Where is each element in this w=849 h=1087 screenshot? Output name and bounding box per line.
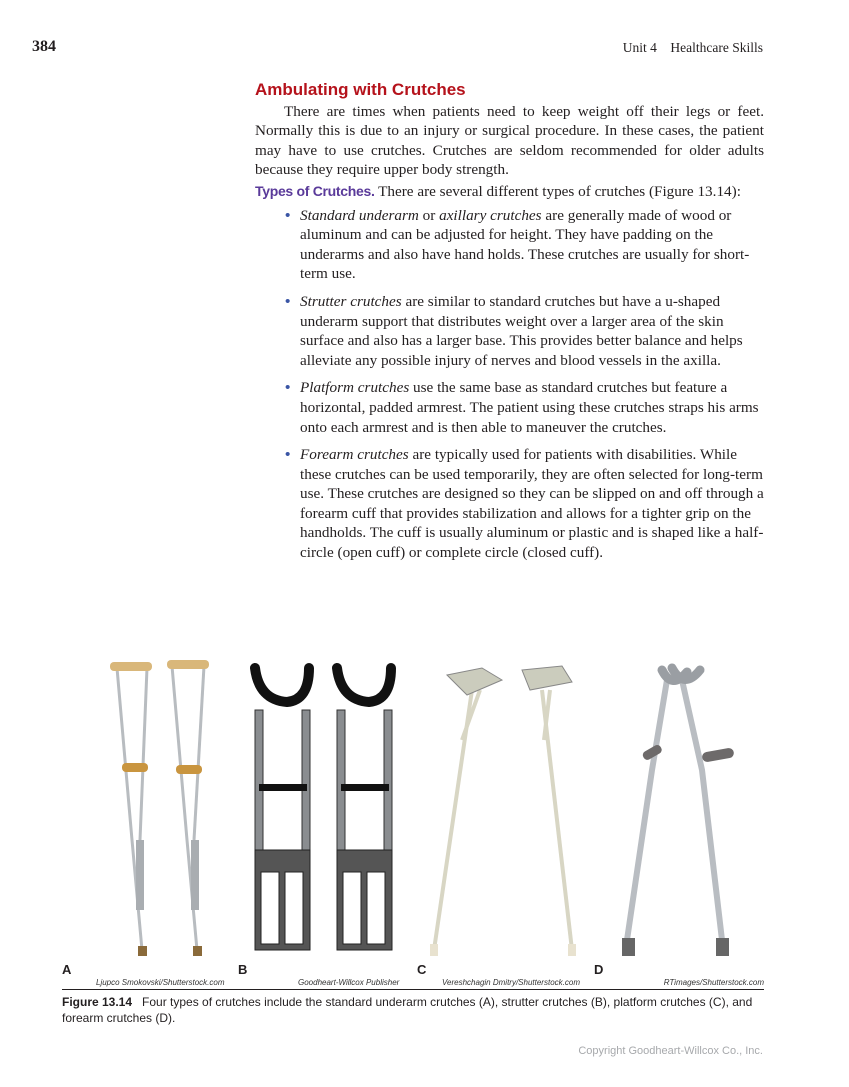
- intro-paragraph: There are times when patients need to keep weight off their legs or feet. Normally this is due to an injury or surgical procedure. In these cases, the patient may have to use crutches. Crutches are seldom recommended for older adults because they require upper body strength.: [255, 102, 764, 179]
- caption-label: Figure 13.14: [62, 995, 133, 1009]
- types-paragraph: [255, 182, 764, 202]
- strutter-crutches-image: [247, 650, 407, 962]
- photo-credit: Goodheart-Willcox Publisher: [298, 978, 400, 987]
- term: Standard underarm: [300, 206, 419, 224]
- crutch-type-list: [255, 206, 764, 563]
- section-body: [255, 80, 764, 571]
- term: Strutter crutches: [300, 292, 402, 310]
- list-item: [285, 445, 764, 563]
- underarm-crutches-image: [92, 650, 232, 962]
- subheading-text: There are several different types of crutches (Figure 13.14):: [374, 182, 741, 200]
- photo-credit: Ljupco Smokovski/Shutterstock.com: [96, 978, 225, 987]
- text: are typically used for patients with disabilities. While these crutches can be used temporarily, they are often selected for long-term use. These crutches are designed so they can be slipped on and off through a forearm cuff that provides stabilization and allows for a tighter grip on the handholds. The cuff is usually aluminum or plastic and is shaped like a half-circle (open cuff) or complete circle (closed cuff).: [300, 446, 764, 562]
- photo-credit: Vereshchagin Dmitry/Shutterstock.com: [442, 978, 580, 987]
- list-item: [285, 206, 764, 284]
- text: use the same base as standard crutches but feature a horizontal, padded armrest. The patient using these crutches straps his arms onto each armrest and is then able to maneuver the crutches.: [300, 379, 759, 436]
- copyright: Copyright Goodheart-Willcox Co., Inc.: [578, 1045, 763, 1057]
- list-item: [285, 378, 764, 437]
- photo-credit: RTimages/Shutterstock.com: [663, 978, 764, 987]
- panel-label-d: D: [594, 962, 604, 977]
- panel-label-b: B: [238, 962, 248, 977]
- figure-divider: [62, 989, 764, 990]
- subheading: Types of Crutches.: [255, 182, 375, 199]
- text: or: [418, 206, 440, 224]
- term: Platform crutches: [300, 379, 410, 397]
- text: are generally made of wood or aluminum and can be adjusted for height. They have padding on the underarms and also have hand holds. These crutches are usually for short-term use.: [300, 206, 750, 283]
- figure-13-14: [62, 650, 764, 987]
- page-number: 384: [32, 38, 56, 55]
- running-header: Unit 4 Healthcare Skills: [622, 40, 763, 55]
- panel-label-c: C: [417, 962, 427, 977]
- term: axillary crutches: [439, 206, 542, 224]
- bullet-icon: •: [285, 446, 291, 464]
- bullet-icon: •: [285, 206, 291, 224]
- figure-caption: [62, 994, 764, 1026]
- bullet-icon: •: [285, 379, 291, 397]
- text: are similar to standard crutches but have a u-shaped underarm support that distributes weight over a larger area of the skin surface and also has a larger base. This provides better balance and helps alleviate any possible injury of nerves and blood vessels in the axilla.: [300, 292, 743, 369]
- term: Forearm crutches: [300, 446, 409, 464]
- panel-label-a: A: [62, 962, 72, 977]
- bullet-icon: •: [285, 292, 291, 310]
- list-item: [285, 292, 764, 370]
- platform-crutches-image: [422, 650, 592, 962]
- section-title: Ambulating with Crutches: [255, 80, 466, 99]
- forearm-crutches-image: [612, 650, 762, 962]
- caption-text: Four types of crutches include the standard underarm crutches (A), strutter crutches (B), platform crutches (C), and forearm crutches (D).: [62, 995, 753, 1025]
